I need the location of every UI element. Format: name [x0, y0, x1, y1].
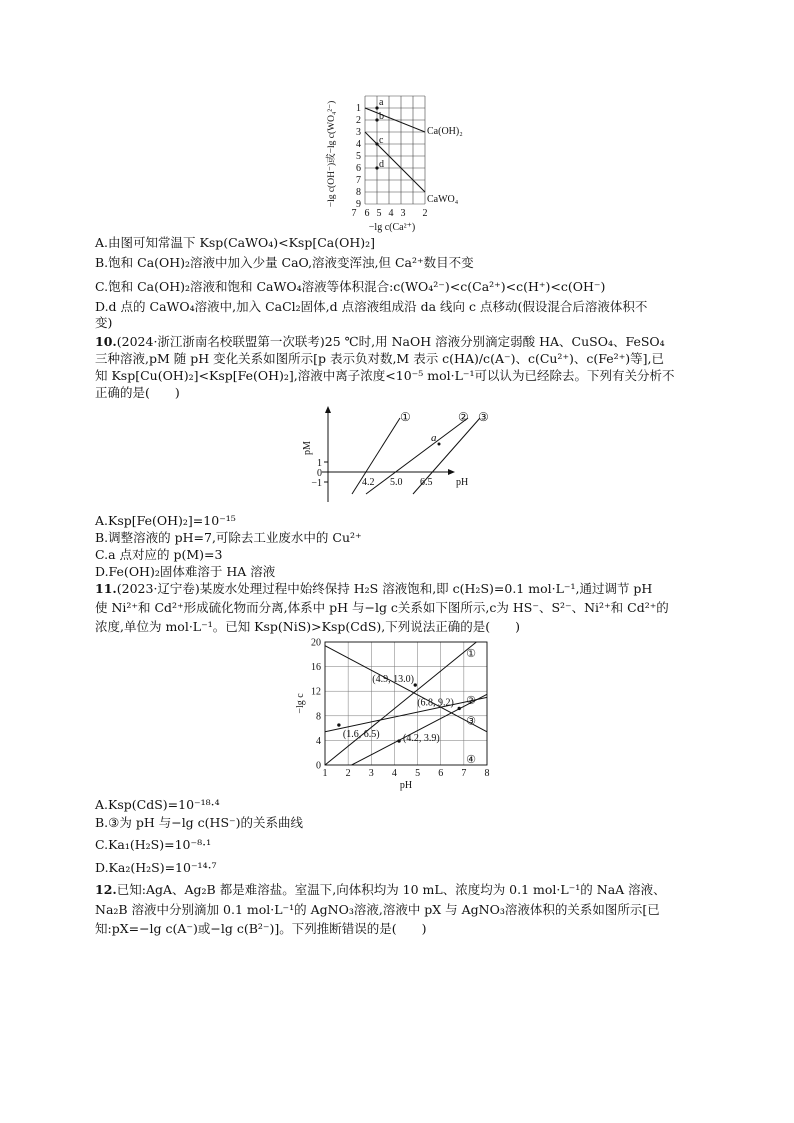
chart11-ytick: 4 [316, 735, 321, 747]
chart11-xlabel: pH [399, 780, 413, 791]
fig2-x-arrow [448, 469, 455, 475]
fig1-xtick: 2 [422, 208, 428, 219]
fig2-ylabel: pM [302, 441, 313, 455]
fig1-line-cawo4 [365, 132, 425, 192]
fig1-ytick: 5 [356, 151, 361, 162]
fig2-xtick: 6.5 [420, 477, 433, 488]
q9-option-a: A.由图可知常温下 Ksp(CaWO₄)<Ksp[Ca(OH)₂] [95, 235, 376, 250]
chart11-ytick: 8 [316, 711, 321, 723]
chart11-ytick: 12 [311, 686, 321, 698]
fig2-y-arrow [325, 406, 331, 413]
fig2-point-label: a [431, 432, 437, 444]
chart11-frame [325, 642, 487, 765]
q12-text1: 已知:AgA、Ag₂B 都是难溶盐。室温下,向体积均为 10 mL、浓度均为 0.1 mol·L⁻¹的 NaA 溶液、 [116, 882, 666, 897]
q9-option-b: B.饱和 Ca(OH)₂溶液中加入少量 CaO,溶液变浑浊,但 Ca²⁺数目不变 [95, 255, 474, 270]
chart11-ytick: 0 [316, 760, 321, 772]
q9-option-c: C.饱和 Ca(OH)₂溶液和饱和 CaWO₄溶液等体积混合:c(WO₄²⁻)<c(Ca²⁺)<c(H⁺)<c(OH⁻) [95, 279, 606, 294]
fig1-xtick: 6 [364, 208, 370, 219]
figure-pm-ph [300, 404, 510, 504]
chart11-series-label: ② [466, 694, 477, 707]
chart11-series-line-2 [325, 694, 487, 731]
fig1-ytick: 1 [356, 103, 361, 114]
q12-stem-line1 [95, 882, 666, 898]
q11-option-d: D.Ka₂(H₂S)=10⁻¹⁴·⁷ [95, 860, 217, 875]
q12-number: 12. [95, 882, 117, 897]
chart11-series-line-1 [325, 646, 487, 732]
fig1-ytick: 3 [356, 127, 361, 138]
q11-option-c: C.Ka₁(H₂S)=10⁻⁸·¹ [95, 837, 212, 852]
chart11-xtick: 4 [391, 768, 397, 779]
q11-option-a: A.Ksp(CdS)=10⁻¹⁸·⁴ [95, 797, 220, 812]
chart11-point [414, 683, 417, 686]
fig1-point-label-b: b [379, 111, 384, 122]
chart11-xtick: 7 [461, 768, 467, 779]
chart11-series-label: ④ [466, 753, 477, 766]
fig1-ytick: 6 [356, 163, 361, 174]
q10-stem-line4: 正确的是( ) [95, 385, 180, 400]
chart11-ytick: 16 [311, 662, 321, 674]
fig1-xtick: 3 [400, 208, 406, 219]
fig1-point-label-c: c [379, 135, 384, 146]
chart11-xtick: 6 [438, 768, 444, 779]
q10-stem-line1 [95, 334, 665, 350]
chart11-xtick: 1 [322, 768, 328, 779]
fig2-ytick: −1 [311, 478, 322, 489]
chart11-point [458, 707, 461, 710]
chart11-ylabel: −lg c [295, 693, 306, 714]
q10-text1: (2024·浙江浙南名校联盟第一次联考)25 ℃时,用 NaOH 溶液分别滴定弱酸 HA、CuSO₄、FeSO₄ [116, 334, 665, 349]
figure-caoh2-cawo4 [320, 92, 480, 240]
q11-number: 11. [95, 581, 117, 596]
q12-stem-line2: Na₂B 溶液中分别滴加 0.1 mol·L⁻¹的 AgNO₃溶液,溶液中 pX 与 AgNO₃溶液体积的关系如图所示[已 [95, 902, 660, 917]
chart11-point-label: (4.9, 13.0) [372, 674, 414, 686]
fig1-points [375, 97, 384, 170]
q10-number: 10. [95, 334, 117, 349]
fig1-ytick: 4 [356, 139, 361, 150]
chart11-point-label: (1.6, 6.5) [342, 729, 380, 741]
q10-option-b: B.调整溶液的 pH=7,可除去工业废水中的 Cu²⁺ [95, 530, 362, 545]
chart11-xtick: 8 [484, 768, 490, 779]
fig2-ytick: 0 [317, 468, 322, 479]
fig2-line-2 [366, 418, 468, 494]
q10-stem-line3: 知 Ksp[Cu(OH)₂]<Ksp[Fe(OH)₂],溶液中离子浓度<10⁻⁵ mol·L⁻¹可以认为已经除去。下列有关分析不 [95, 368, 675, 383]
fig1-ylabel: −lg c(OH⁻)或−lg c(WO₄²⁻) [327, 100, 337, 208]
q11-stem-line3: 浓度,单位为 mol·L⁻¹。已知 Ksp(NiS)>Ksp(CdS),下列说法正确的是( ) [95, 619, 521, 634]
fig2-line-label-3: ③ [478, 410, 489, 424]
fig2-xtick: 5.0 [390, 477, 403, 488]
q9-option-d-line1: D.d 点的 CaWO₄溶液中,加入 CaCl₂固体,d 点溶液组成沿 da 线向 c 点移动(假设混合后溶液体积不 [95, 299, 648, 314]
fig1-ytick: 7 [356, 175, 361, 186]
q11-option-b: B.③为 pH 与−lg c(HS⁻)的关系曲线 [95, 815, 303, 830]
fig1-ytick: 8 [356, 187, 361, 198]
fig1-xlabel: −lg c(Ca²⁺) [368, 222, 416, 233]
fig1-xtick: 7 [351, 208, 357, 219]
fig1-series-label-caoh2: Ca(OH)₂ [427, 126, 463, 137]
q11-text1: (2023·辽宁卷)某废水处理过程中始终保持 H₂S 溶液饱和,即 c(H₂S)=0.1 mol·L⁻¹,通过调节 pH [116, 581, 653, 596]
chart11-xtick: 3 [368, 768, 374, 779]
fig2-point-a [438, 443, 441, 446]
q10-option-d: D.Fe(OH)₂固体难溶于 HA 溶液 [95, 564, 276, 579]
fig2-line-label-2: ② [458, 410, 469, 424]
chart11-point [337, 723, 340, 726]
fig1-point-label-d: d [379, 159, 384, 170]
q12-stem-line3: 知:pX=−lg c(A⁻)或−lg c(B²⁻)]。下列推断错误的是( ) [95, 921, 427, 936]
fig2-line-label-1: ① [400, 410, 411, 424]
fig1-series-label-cawo4: CaWO₄ [427, 194, 459, 205]
chart11-point-label: (4.2, 3.9) [403, 733, 440, 745]
fig1-yticks [356, 103, 361, 210]
fig1-xtick: 4 [388, 208, 394, 219]
chart11-series-line-3 [325, 636, 487, 765]
fig1-grid [365, 96, 425, 204]
chart11-point [397, 739, 400, 742]
fig2-xtick: 4.2 [362, 477, 375, 488]
fig1-xtick: 5 [376, 208, 382, 219]
q10-option-a: A.Ksp[Fe(OH)₂]=10⁻¹⁵ [95, 513, 236, 528]
fig1-ytick: 9 [356, 199, 361, 210]
fig1-xticks [352, 208, 428, 219]
chart11-xtick: 5 [415, 768, 421, 779]
chart11-ytick: 20 [311, 637, 321, 649]
chart11-point-label: (6.8, 9.2) [417, 697, 454, 709]
fig2-ytick: 1 [317, 458, 322, 469]
chart11-series-label: ① [466, 648, 477, 661]
figure-ph-lgc-chart [290, 636, 510, 796]
q11-stem-line2: 使 Ni²⁺和 Cd²⁺形成硫化物而分离,体系中 pH 与−lg c关系如下图所示,c为 HS⁻、S²⁻、Ni²⁺和 Cd²⁺的 [95, 600, 669, 615]
q9-option-d-line2: 变) [95, 315, 113, 330]
fig1-point-label-a: a [379, 97, 384, 108]
q11-stem-line1 [95, 581, 652, 597]
fig1-ytick: 2 [356, 115, 361, 126]
q10-stem-line2: 三种溶液,pM 随 pH 变化关系如图所示[p 表示负对数,M 表示 c(HA)/c(A⁻)、c(Cu²⁺)、c(Fe²⁺)等],已 [95, 351, 665, 366]
fig2-xlabel: pH [456, 477, 469, 488]
chart11-series-label: ③ [466, 715, 477, 728]
q10-option-c: C.a 点对应的 p(M)=3 [95, 547, 223, 562]
chart11-xtick: 2 [345, 768, 351, 779]
